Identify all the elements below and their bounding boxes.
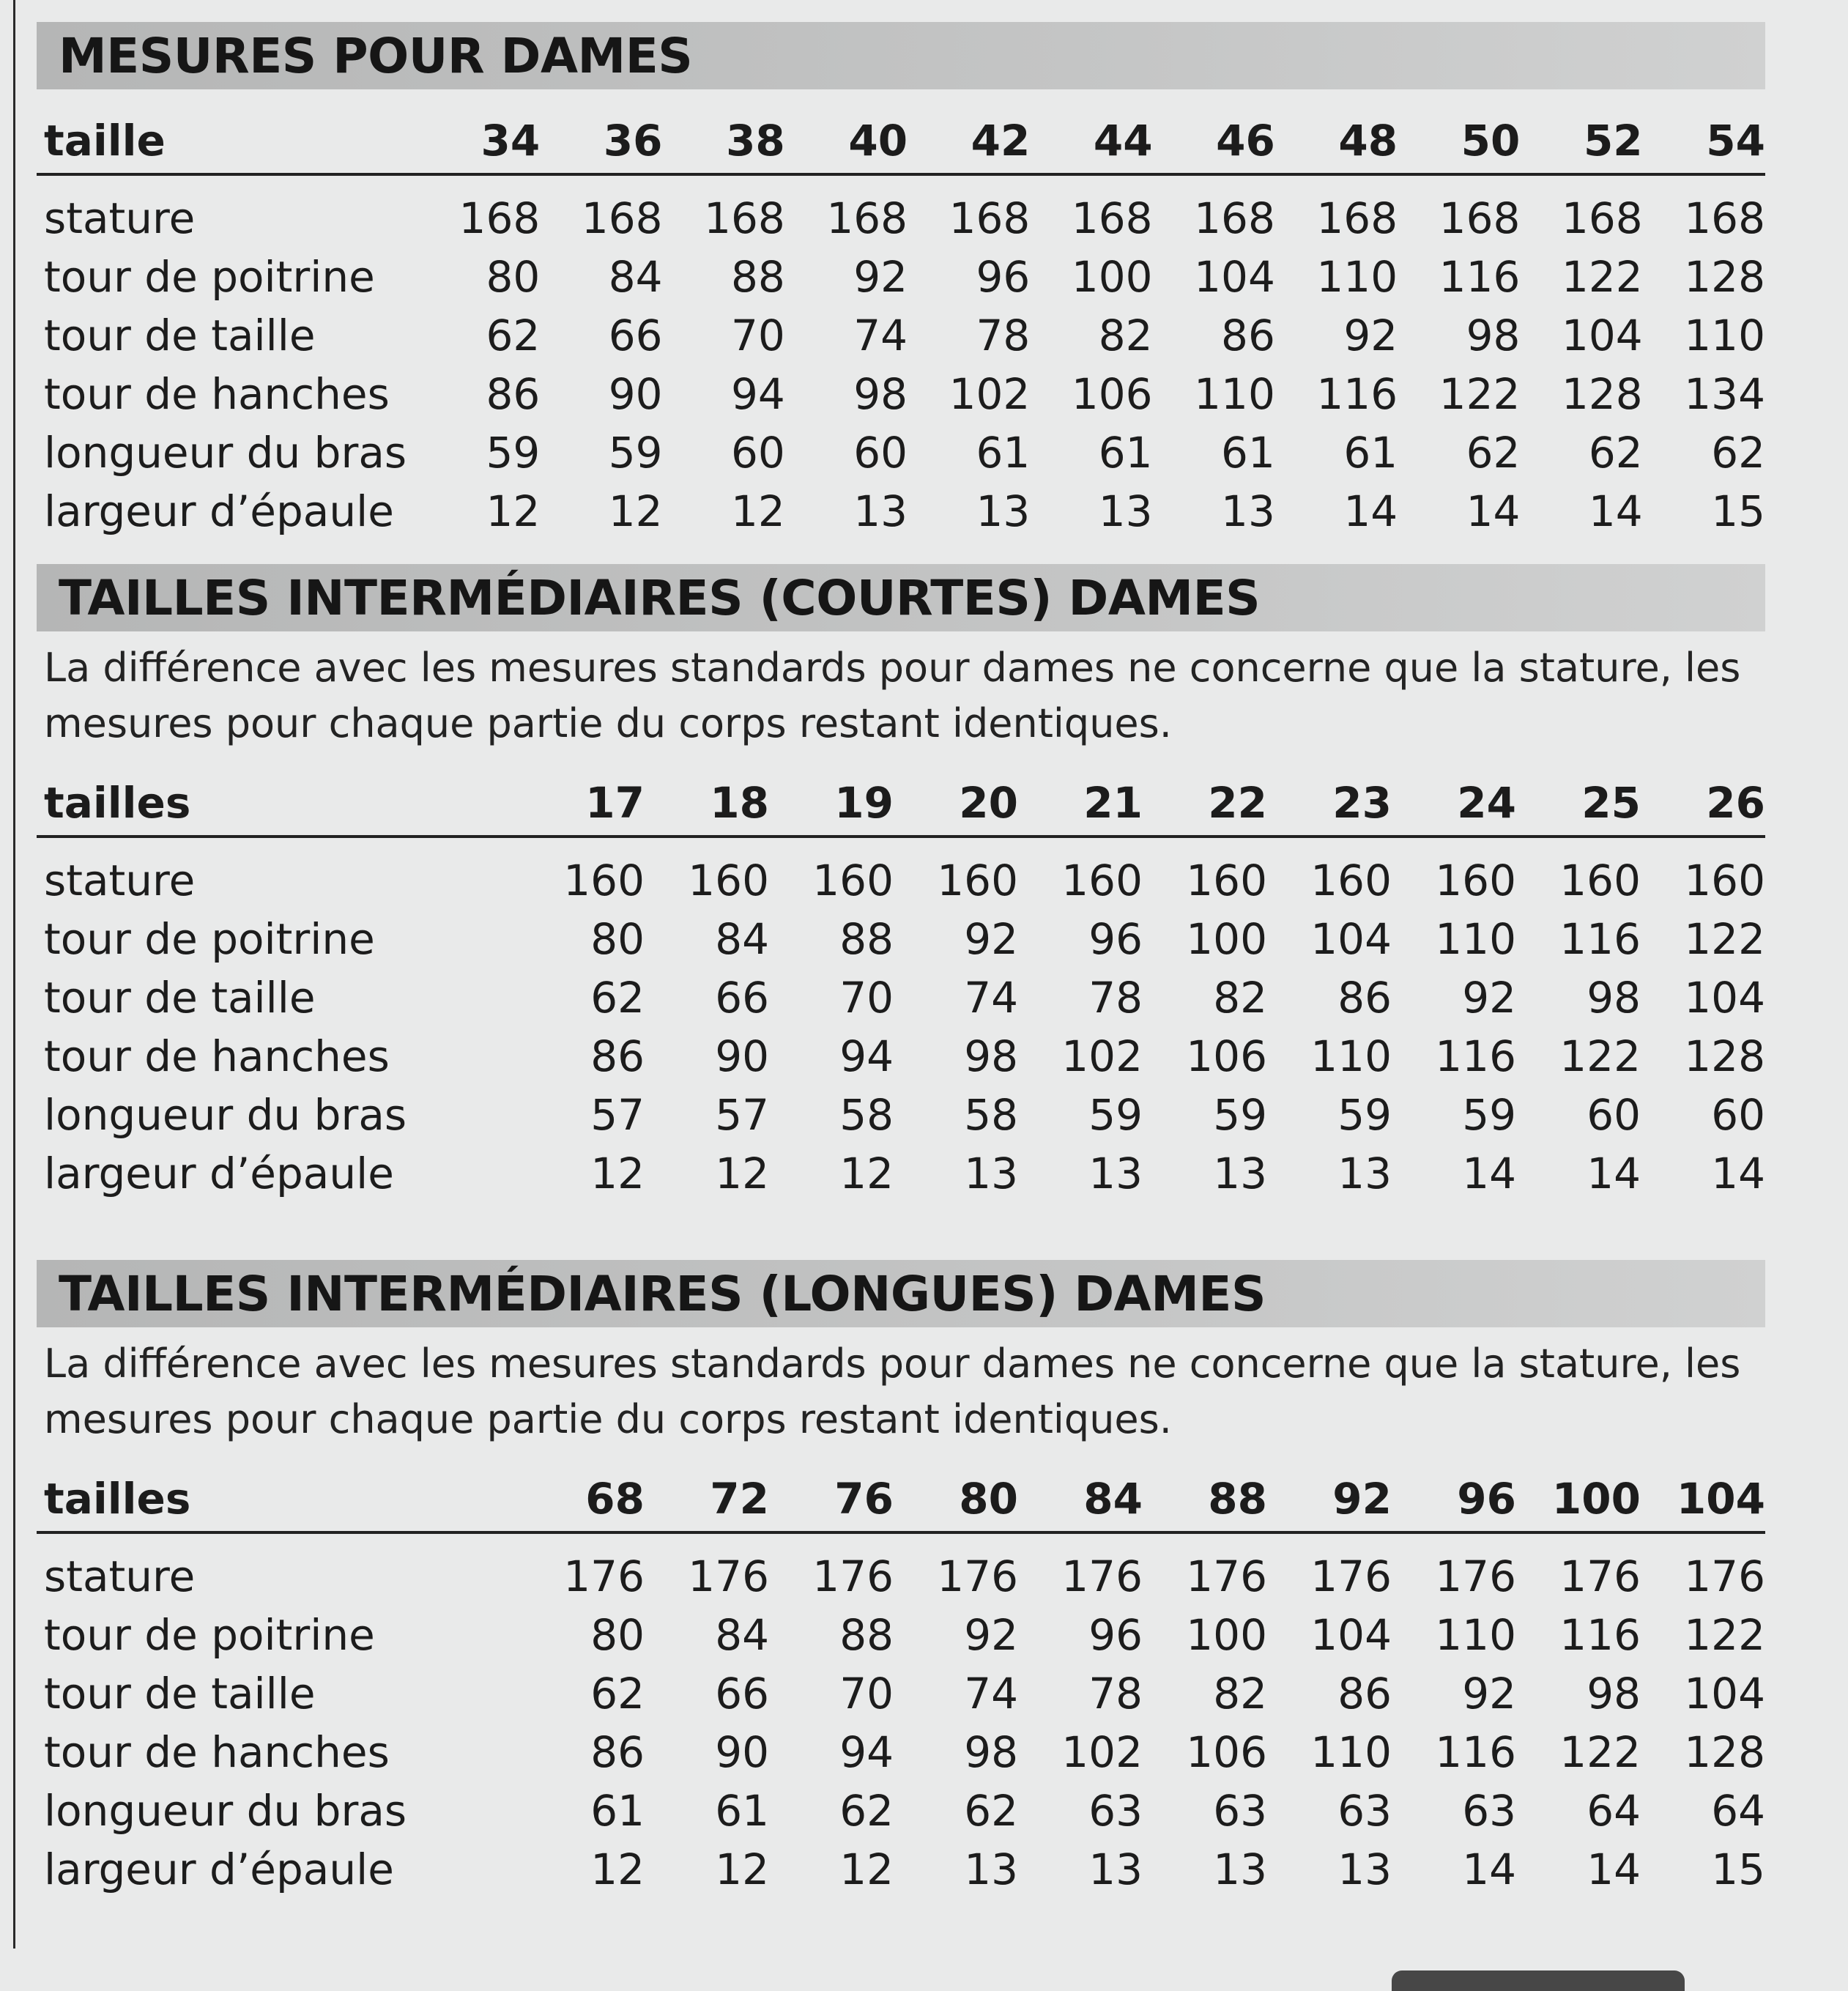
measure-value: 102 bbox=[1061, 1031, 1143, 1081]
measure-label: tour de poitrine bbox=[44, 1610, 375, 1660]
size-table-standard bbox=[37, 89, 1765, 541]
measure-value: 104 bbox=[1561, 311, 1643, 360]
measure-value: 98 bbox=[1587, 1669, 1641, 1719]
measure-value: 66 bbox=[608, 311, 663, 360]
measure-value: 61 bbox=[1098, 428, 1153, 478]
measure-value: 176 bbox=[688, 1551, 769, 1601]
measure-label: tour de poitrine bbox=[44, 252, 375, 302]
measure-value: 122 bbox=[1684, 1610, 1765, 1660]
measure-value: 12 bbox=[839, 1844, 894, 1894]
table-row bbox=[37, 1781, 1765, 1840]
measure-value: 122 bbox=[1559, 1727, 1641, 1777]
measure-label: longueur du bras bbox=[44, 1786, 407, 1836]
measure-value: 102 bbox=[1061, 1727, 1143, 1777]
measure-label: longueur du bras bbox=[44, 1090, 407, 1140]
measure-value: 12 bbox=[839, 1149, 894, 1198]
measure-value: 13 bbox=[976, 486, 1031, 536]
measure-value: 61 bbox=[590, 1786, 645, 1836]
measure-value: 160 bbox=[1435, 856, 1516, 905]
measure-value: 59 bbox=[1088, 1090, 1143, 1140]
measure-value: 176 bbox=[812, 1551, 894, 1601]
measure-value: 62 bbox=[964, 1786, 1018, 1836]
measure-value: 98 bbox=[853, 369, 908, 419]
measure-value: 98 bbox=[1587, 973, 1641, 1023]
measure-value: 96 bbox=[976, 252, 1031, 302]
section-long-sizes bbox=[37, 1260, 1765, 1899]
section-standard-sizes bbox=[37, 22, 1765, 541]
measure-value: 59 bbox=[486, 428, 541, 478]
measure-value: 160 bbox=[688, 856, 769, 905]
table-row bbox=[37, 1532, 1765, 1606]
measure-value: 116 bbox=[1435, 1727, 1516, 1777]
measure-value: 62 bbox=[1466, 428, 1521, 478]
measure-value: 60 bbox=[1587, 1090, 1641, 1140]
size-column-header: 26 bbox=[1706, 778, 1765, 828]
measure-value: 13 bbox=[1088, 1149, 1143, 1198]
measure-value: 59 bbox=[608, 428, 663, 478]
measure-value: 110 bbox=[1310, 1031, 1392, 1081]
measure-value: 88 bbox=[730, 252, 785, 302]
size-column-header: 68 bbox=[585, 1474, 645, 1524]
measure-value: 106 bbox=[1186, 1031, 1267, 1081]
measure-value: 98 bbox=[1466, 311, 1521, 360]
measure-value: 100 bbox=[1186, 1610, 1267, 1660]
measure-value: 70 bbox=[839, 1669, 894, 1719]
size-column-header: 38 bbox=[726, 116, 785, 166]
size-column-header: 25 bbox=[1581, 778, 1641, 828]
measure-value: 122 bbox=[1684, 914, 1765, 964]
measure-value: 84 bbox=[715, 1610, 769, 1660]
measure-value: 92 bbox=[1343, 311, 1398, 360]
table-row bbox=[37, 1086, 1765, 1144]
measure-value: 14 bbox=[1462, 1149, 1516, 1198]
measure-value: 94 bbox=[839, 1031, 894, 1081]
section-title: MESURES POUR DAMES bbox=[37, 22, 1765, 89]
table-row bbox=[37, 910, 1765, 968]
measure-value: 90 bbox=[715, 1031, 769, 1081]
measure-value: 60 bbox=[730, 428, 785, 478]
section-title: TAILLES INTERMÉDIAIRES (COURTES) DAMES bbox=[37, 564, 1765, 631]
measure-value: 86 bbox=[1337, 1669, 1392, 1719]
measure-value: 168 bbox=[826, 193, 908, 243]
size-column-header: 42 bbox=[971, 116, 1031, 166]
measure-value: 70 bbox=[730, 311, 785, 360]
measure-value: 63 bbox=[1213, 1786, 1267, 1836]
measure-value: 13 bbox=[1221, 486, 1275, 536]
measure-value: 13 bbox=[1088, 1844, 1143, 1894]
size-column-header: 21 bbox=[1083, 778, 1143, 828]
measure-value: 66 bbox=[715, 1669, 769, 1719]
measure-value: 160 bbox=[1559, 856, 1641, 905]
measure-value: 59 bbox=[1213, 1090, 1267, 1140]
measure-value: 160 bbox=[1310, 856, 1392, 905]
table-row bbox=[37, 1606, 1765, 1664]
measure-value: 88 bbox=[839, 1610, 894, 1660]
measure-value: 128 bbox=[1684, 252, 1765, 302]
measure-value: 74 bbox=[964, 973, 1018, 1023]
table-row bbox=[37, 248, 1765, 306]
measure-value: 14 bbox=[1462, 1844, 1516, 1894]
measure-value: 86 bbox=[1221, 311, 1275, 360]
measure-value: 12 bbox=[715, 1844, 769, 1894]
measure-value: 12 bbox=[486, 486, 541, 536]
measure-label: largeur d’épaule bbox=[44, 486, 394, 536]
measure-value: 168 bbox=[1561, 193, 1643, 243]
measure-value: 176 bbox=[1061, 1551, 1143, 1601]
measure-value: 160 bbox=[563, 856, 645, 905]
measure-value: 160 bbox=[1684, 856, 1765, 905]
measure-value: 13 bbox=[1098, 486, 1153, 536]
measure-value: 110 bbox=[1194, 369, 1275, 419]
measure-value: 122 bbox=[1439, 369, 1521, 419]
measure-value: 160 bbox=[937, 856, 1018, 905]
size-column-header: 23 bbox=[1332, 778, 1392, 828]
measure-value: 61 bbox=[715, 1786, 769, 1836]
measure-value: 104 bbox=[1684, 973, 1765, 1023]
measure-value: 12 bbox=[590, 1149, 645, 1198]
measure-value: 176 bbox=[937, 1551, 1018, 1601]
table-row bbox=[37, 423, 1765, 482]
measure-value: 104 bbox=[1310, 1610, 1392, 1660]
size-column-header: 40 bbox=[848, 116, 908, 166]
size-column-header: 17 bbox=[585, 778, 645, 828]
measure-value: 12 bbox=[590, 1844, 645, 1894]
measure-value: 80 bbox=[590, 914, 645, 964]
size-column-header: 50 bbox=[1461, 116, 1521, 166]
measure-value: 128 bbox=[1684, 1031, 1765, 1081]
measure-value: 12 bbox=[730, 486, 785, 536]
measure-value: 59 bbox=[1462, 1090, 1516, 1140]
measure-value: 92 bbox=[853, 252, 908, 302]
measure-value: 92 bbox=[964, 914, 1018, 964]
table-row bbox=[37, 1723, 1765, 1781]
measure-value: 168 bbox=[704, 193, 785, 243]
measure-value: 98 bbox=[964, 1727, 1018, 1777]
measure-value: 74 bbox=[853, 311, 908, 360]
measure-value: 86 bbox=[1337, 973, 1392, 1023]
measure-value: 59 bbox=[1337, 1090, 1392, 1140]
measure-value: 176 bbox=[1186, 1551, 1267, 1601]
table-row bbox=[37, 1664, 1765, 1723]
measure-value: 60 bbox=[853, 428, 908, 478]
measure-value: 63 bbox=[1462, 1786, 1516, 1836]
table-header-row bbox=[37, 752, 1765, 837]
measure-value: 82 bbox=[1213, 1669, 1267, 1719]
measure-value: 13 bbox=[1213, 1149, 1267, 1198]
size-column-header: 22 bbox=[1208, 778, 1267, 828]
measure-value: 61 bbox=[976, 428, 1031, 478]
measure-label: largeur d’épaule bbox=[44, 1844, 394, 1894]
measure-value: 96 bbox=[1088, 1610, 1143, 1660]
size-column-header: 92 bbox=[1332, 1474, 1392, 1524]
measure-value: 94 bbox=[730, 369, 785, 419]
measure-value: 168 bbox=[581, 193, 663, 243]
measure-value: 14 bbox=[1587, 1149, 1641, 1198]
measure-value: 100 bbox=[1186, 914, 1267, 964]
measure-value: 58 bbox=[964, 1090, 1018, 1140]
measure-label: tour de poitrine bbox=[44, 914, 375, 964]
measure-value: 84 bbox=[715, 914, 769, 964]
measure-value: 104 bbox=[1194, 252, 1275, 302]
size-column-header: 34 bbox=[480, 116, 541, 166]
measure-value: 106 bbox=[1186, 1727, 1267, 1777]
size-column-header: 54 bbox=[1706, 116, 1765, 166]
measure-value: 122 bbox=[1559, 1031, 1641, 1081]
size-column-header: 48 bbox=[1338, 116, 1398, 166]
measure-value: 78 bbox=[1088, 1669, 1143, 1719]
size-column-header: 84 bbox=[1083, 1474, 1143, 1524]
measure-value: 128 bbox=[1684, 1727, 1765, 1777]
measure-value: 104 bbox=[1310, 914, 1392, 964]
measure-value: 82 bbox=[1213, 973, 1267, 1023]
table-row bbox=[37, 174, 1765, 248]
measure-value: 176 bbox=[1310, 1551, 1392, 1601]
measure-value: 15 bbox=[1711, 1844, 1765, 1894]
measure-value: 78 bbox=[976, 311, 1031, 360]
measure-value: 14 bbox=[1711, 1149, 1765, 1198]
size-column-header: 46 bbox=[1216, 116, 1275, 166]
measure-value: 86 bbox=[590, 1031, 645, 1081]
measure-value: 96 bbox=[1088, 914, 1143, 964]
measure-label: tour de taille bbox=[44, 973, 316, 1023]
measure-value: 110 bbox=[1435, 1610, 1516, 1660]
measure-value: 62 bbox=[1588, 428, 1643, 478]
size-column-header: 76 bbox=[834, 1474, 894, 1524]
measure-value: 61 bbox=[1221, 428, 1275, 478]
measure-value: 61 bbox=[1343, 428, 1398, 478]
measure-value: 62 bbox=[590, 1669, 645, 1719]
measure-value: 70 bbox=[839, 973, 894, 1023]
measure-value: 14 bbox=[1466, 486, 1521, 536]
measure-value: 62 bbox=[839, 1786, 894, 1836]
measure-value: 64 bbox=[1711, 1786, 1765, 1836]
size-table-short bbox=[37, 752, 1765, 1203]
size-column-header: 36 bbox=[603, 116, 663, 166]
left-border-rule bbox=[13, 0, 15, 1949]
measure-value: 110 bbox=[1684, 311, 1765, 360]
table-row bbox=[37, 837, 1765, 910]
measure-value: 63 bbox=[1088, 1786, 1143, 1836]
measure-value: 14 bbox=[1587, 1844, 1641, 1894]
page-footer-fragment bbox=[1392, 1970, 1685, 1991]
measure-value: 102 bbox=[949, 369, 1031, 419]
measure-value: 176 bbox=[1684, 1551, 1765, 1601]
size-column-header: 18 bbox=[710, 778, 769, 828]
measure-value: 14 bbox=[1588, 486, 1643, 536]
section-description: La différence avec les mesures standards pour dames ne concerne que la stature, les mesures pour chaque partie du corps restant identiques. bbox=[44, 1341, 1741, 1442]
section-short-sizes bbox=[37, 564, 1765, 1203]
measure-value: 176 bbox=[563, 1551, 645, 1601]
measure-value: 80 bbox=[486, 252, 541, 302]
measure-value: 100 bbox=[1071, 252, 1153, 302]
measure-value: 90 bbox=[608, 369, 663, 419]
measure-value: 160 bbox=[812, 856, 894, 905]
measure-value: 110 bbox=[1310, 1727, 1392, 1777]
measure-label: largeur d’épaule bbox=[44, 1149, 394, 1198]
measure-value: 92 bbox=[1462, 973, 1516, 1023]
table-row bbox=[37, 306, 1765, 365]
size-column-header: 72 bbox=[710, 1474, 769, 1524]
measure-value: 94 bbox=[839, 1727, 894, 1777]
measure-value: 168 bbox=[459, 193, 541, 243]
measure-value: 12 bbox=[608, 486, 663, 536]
measure-value: 168 bbox=[1071, 193, 1153, 243]
measure-value: 176 bbox=[1559, 1551, 1641, 1601]
measure-value: 14 bbox=[1343, 486, 1398, 536]
table-row bbox=[37, 365, 1765, 423]
table-header-row bbox=[37, 1447, 1765, 1532]
measure-value: 122 bbox=[1561, 252, 1643, 302]
measure-value: 110 bbox=[1316, 252, 1398, 302]
measure-value: 12 bbox=[715, 1149, 769, 1198]
section-title: TAILLES INTERMÉDIAIRES (LONGUES) DAMES bbox=[37, 1260, 1765, 1327]
header-label: tailles bbox=[44, 1474, 191, 1524]
measure-value: 64 bbox=[1587, 1786, 1641, 1836]
size-column-header: 88 bbox=[1208, 1474, 1267, 1524]
measure-value: 116 bbox=[1439, 252, 1521, 302]
size-column-header: 20 bbox=[959, 778, 1018, 828]
measure-value: 86 bbox=[486, 369, 541, 419]
table-row bbox=[37, 482, 1765, 541]
size-column-header: 52 bbox=[1583, 116, 1643, 166]
header-label: taille bbox=[44, 116, 166, 166]
measure-value: 78 bbox=[1088, 973, 1143, 1023]
measure-label: tour de hanches bbox=[44, 369, 390, 419]
measure-value: 160 bbox=[1061, 856, 1143, 905]
size-column-header: 96 bbox=[1457, 1474, 1516, 1524]
measure-value: 116 bbox=[1316, 369, 1398, 419]
measure-value: 128 bbox=[1561, 369, 1643, 419]
table-header-row bbox=[37, 89, 1765, 174]
measure-label: stature bbox=[44, 193, 196, 243]
measure-value: 116 bbox=[1559, 914, 1641, 964]
measure-value: 13 bbox=[964, 1844, 1018, 1894]
measure-value: 15 bbox=[1711, 486, 1765, 536]
measure-value: 13 bbox=[853, 486, 908, 536]
measure-value: 168 bbox=[1439, 193, 1521, 243]
measure-value: 57 bbox=[715, 1090, 769, 1140]
measure-value: 13 bbox=[1337, 1844, 1392, 1894]
measure-value: 63 bbox=[1337, 1786, 1392, 1836]
measure-value: 66 bbox=[715, 973, 769, 1023]
measure-value: 82 bbox=[1098, 311, 1153, 360]
measure-label: stature bbox=[44, 1551, 196, 1601]
measure-value: 60 bbox=[1711, 1090, 1765, 1140]
measure-value: 62 bbox=[486, 311, 541, 360]
measure-label: tour de hanches bbox=[44, 1031, 390, 1081]
table-row bbox=[37, 1840, 1765, 1899]
measure-value: 106 bbox=[1071, 369, 1153, 419]
measure-value: 134 bbox=[1684, 369, 1765, 419]
measure-value: 13 bbox=[1337, 1149, 1392, 1198]
table-row bbox=[37, 1144, 1765, 1203]
size-column-header: 24 bbox=[1457, 778, 1516, 828]
header-label: tailles bbox=[44, 778, 191, 828]
measure-value: 116 bbox=[1559, 1610, 1641, 1660]
measure-value: 84 bbox=[608, 252, 663, 302]
measure-value: 104 bbox=[1684, 1669, 1765, 1719]
measure-value: 168 bbox=[1684, 193, 1765, 243]
measure-value: 168 bbox=[1194, 193, 1275, 243]
measure-value: 62 bbox=[1711, 428, 1765, 478]
measure-value: 168 bbox=[949, 193, 1031, 243]
measure-value: 58 bbox=[839, 1090, 894, 1140]
measure-value: 176 bbox=[1435, 1551, 1516, 1601]
measure-value: 90 bbox=[715, 1727, 769, 1777]
table-row bbox=[37, 1027, 1765, 1086]
measure-value: 98 bbox=[964, 1031, 1018, 1081]
measure-label: stature bbox=[44, 856, 196, 905]
measure-value: 62 bbox=[590, 973, 645, 1023]
size-column-header: 104 bbox=[1676, 1474, 1765, 1524]
measure-label: longueur du bras bbox=[44, 428, 407, 478]
size-column-header: 44 bbox=[1093, 116, 1153, 166]
size-table-long bbox=[37, 1447, 1765, 1899]
measure-value: 86 bbox=[590, 1727, 645, 1777]
table-row bbox=[37, 968, 1765, 1027]
measure-value: 80 bbox=[590, 1610, 645, 1660]
measure-value: 13 bbox=[1213, 1844, 1267, 1894]
measure-value: 110 bbox=[1435, 914, 1516, 964]
measure-value: 160 bbox=[1186, 856, 1267, 905]
size-column-header: 80 bbox=[959, 1474, 1018, 1524]
measure-value: 74 bbox=[964, 1669, 1018, 1719]
measure-value: 13 bbox=[964, 1149, 1018, 1198]
section-description: La différence avec les mesures standards pour dames ne concerne que la stature, les mesures pour chaque partie du corps restant identiques. bbox=[44, 645, 1741, 746]
measure-value: 57 bbox=[590, 1090, 645, 1140]
size-column-header: 100 bbox=[1551, 1474, 1641, 1524]
measure-value: 92 bbox=[1462, 1669, 1516, 1719]
measure-value: 168 bbox=[1316, 193, 1398, 243]
measure-value: 92 bbox=[964, 1610, 1018, 1660]
measure-value: 116 bbox=[1435, 1031, 1516, 1081]
size-column-header: 19 bbox=[834, 778, 894, 828]
measure-label: tour de taille bbox=[44, 311, 316, 360]
measure-value: 88 bbox=[839, 914, 894, 964]
measure-label: tour de taille bbox=[44, 1669, 316, 1719]
measure-label: tour de hanches bbox=[44, 1727, 390, 1777]
